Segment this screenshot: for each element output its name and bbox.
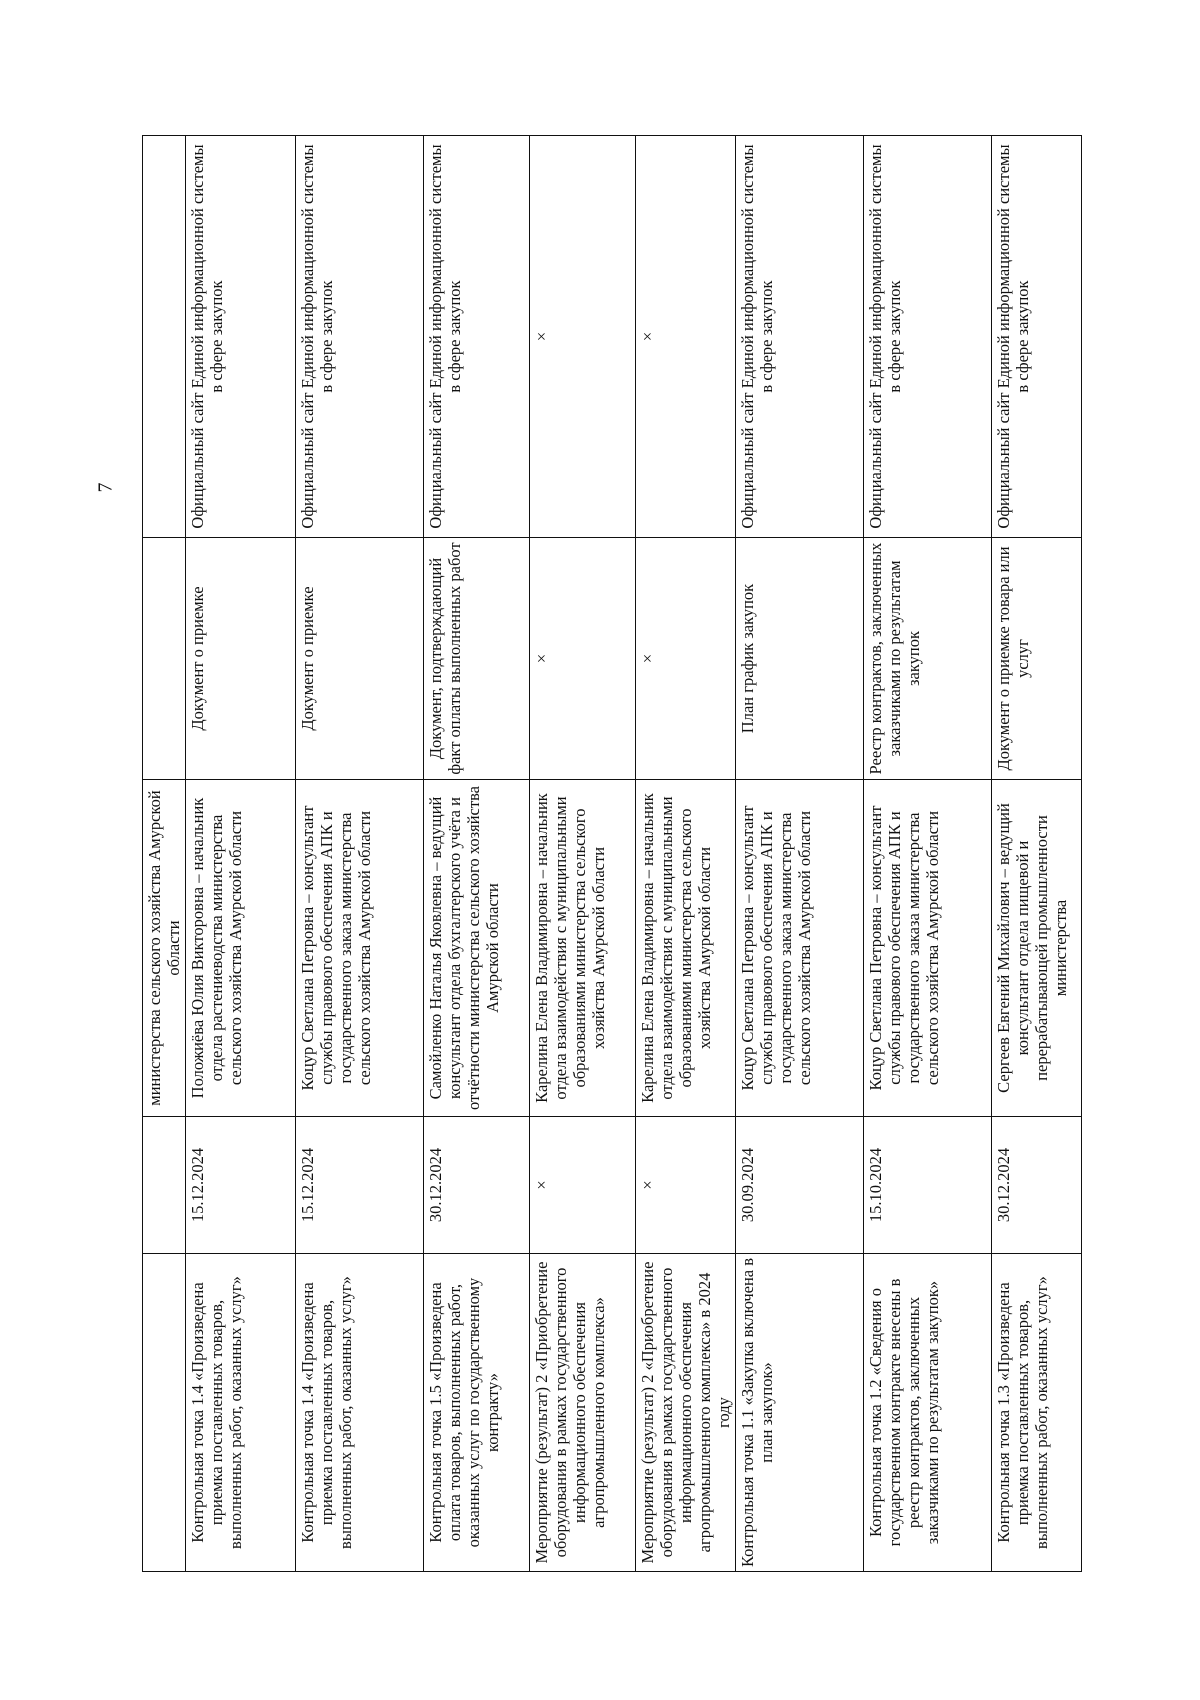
responsible-cell: Карелина Елена Владимировна – начальник отдела взаимодействия с муниципальными образованиями министерства сельского хозяйства Амурской области xyxy=(636,780,736,1117)
event-cell: Контрольная точка 1.2 «Сведения о государственном контракте внесены в реестр контрактов, заключенных заказчиками по результатам закупок» xyxy=(864,1254,992,1572)
table-row xyxy=(736,136,864,1572)
table-row xyxy=(992,136,1082,1572)
date-cell xyxy=(143,1117,186,1254)
table-row xyxy=(864,136,992,1572)
document-cell: × xyxy=(530,538,636,780)
info-system-cell: × xyxy=(530,136,636,538)
info-system-cell: Официальный сайт Единой информационной системы в сфере закупок xyxy=(186,136,296,538)
responsible-cell: Самойленко Наталья Яковлевна – ведущий консультант отдела бухгалтерского учёта и отчётности министерства сельского хозяйства Амурской области xyxy=(424,780,530,1117)
document-cell: Документ о приемке xyxy=(186,538,296,780)
document-cell: Документ о приемке товара или услуг xyxy=(992,538,1082,780)
event-cell: Контрольная точка 1.1 «Закупка включена в план закупок» xyxy=(736,1254,864,1572)
date-cell: 15.10.2024 xyxy=(864,1117,992,1254)
responsible-cell: Коцур Светлана Петровна – консультант службы правового обеспечения АПК и государственного заказа министерства сельского хозяйства Амурской области xyxy=(864,780,992,1117)
date-cell: 15.12.2024 xyxy=(296,1117,424,1254)
info-system-cell: Официальный сайт Единой информационной системы в сфере закупок xyxy=(296,136,424,538)
document-cell xyxy=(143,538,186,780)
date-cell: × xyxy=(530,1117,636,1254)
table-row xyxy=(530,136,636,1572)
event-cell: Контрольная точка 1.4 «Произведена приемка поставленных товаров, выполненных работ, оказанных услуг» xyxy=(186,1254,296,1572)
date-cell: 30.12.2024 xyxy=(992,1117,1082,1254)
responsible-cell: Коцур Светлана Петровна – консультант службы правового обеспечения АПК и государственного заказа министерства сельского хозяйства Амурской области xyxy=(736,780,864,1117)
info-system-cell: Официальный сайт Единой информационной системы в сфере закупок xyxy=(424,136,530,538)
table-row xyxy=(186,136,296,1572)
rotated-table-container xyxy=(142,136,1078,1572)
document-cell: Реестр контрактов, заключенных заказчиками по результатам закупок xyxy=(864,538,992,780)
table-row xyxy=(636,136,736,1572)
date-cell: 30.09.2024 xyxy=(736,1117,864,1254)
event-cell: Контрольная точка 1.3 «Произведена приемка поставленных товаров, выполненных работ, оказанных услуг» xyxy=(992,1254,1082,1572)
info-system-cell: Официальный сайт Единой информационной системы в сфере закупок xyxy=(864,136,992,538)
responsible-cell: Коцур Светлана Петровна – консультант службы правового обеспечения АПК и государственного заказа министерства сельского хозяйства Амурской области xyxy=(296,780,424,1117)
info-system-cell xyxy=(143,136,186,538)
document-cell: План график закупок xyxy=(736,538,864,780)
event-cell: Мероприятие (результат) 2 «Приобретение оборудования в рамках государственного информационного обеспечения агропромышленного комплекса» в 2024 году xyxy=(636,1254,736,1572)
document-cell: Документ, подтверждающий факт оплаты выполненных работ xyxy=(424,538,530,780)
table-row xyxy=(143,136,186,1572)
responsible-cell: Положиёва Юлия Викторовна – начальник отдела растениеводства министерства сельского хозяйства Амурской области xyxy=(186,780,296,1117)
date-cell: × xyxy=(636,1117,736,1254)
responsible-cell: Карелина Елена Владимировна – начальник отдела взаимодействия с муниципальными образованиями министерства сельского хозяйства Амурской области xyxy=(530,780,636,1117)
event-cell xyxy=(143,1254,186,1572)
event-cell: Контрольная точка 1.4 «Произведена приемка поставленных товаров, выполненных работ, оказанных услуг» xyxy=(296,1254,424,1572)
info-system-cell: Официальный сайт Единой информационной системы в сфере закупок xyxy=(992,136,1082,538)
info-system-cell: × xyxy=(636,136,736,538)
table-row xyxy=(424,136,530,1572)
event-cell: Мероприятие (результат) 2 «Приобретение оборудования в рамках государственного информационного обеспечения агропромышленного комплекса» xyxy=(530,1254,636,1572)
document-cell: × xyxy=(636,538,736,780)
page-number: 7 xyxy=(94,482,117,493)
responsible-cell: министерства сельского хозяйства Амурской области xyxy=(143,780,186,1117)
table-row xyxy=(296,136,424,1572)
plan-table xyxy=(142,135,1082,1572)
document-cell: Документ о приемке xyxy=(296,538,424,780)
info-system-cell: Официальный сайт Единой информационной системы в сфере закупок xyxy=(736,136,864,538)
date-cell: 30.12.2024 xyxy=(424,1117,530,1254)
event-cell: Контрольная точка 1.5 «Произведена оплата товаров, выполненных работ, оказанных услуг по государственному контракту» xyxy=(424,1254,530,1572)
responsible-cell: Сергеев Евгений Михайлович – ведущий консультант отдела пищевой и перерабатывающей промышленности министерства xyxy=(992,780,1082,1117)
date-cell: 15.12.2024 xyxy=(186,1117,296,1254)
